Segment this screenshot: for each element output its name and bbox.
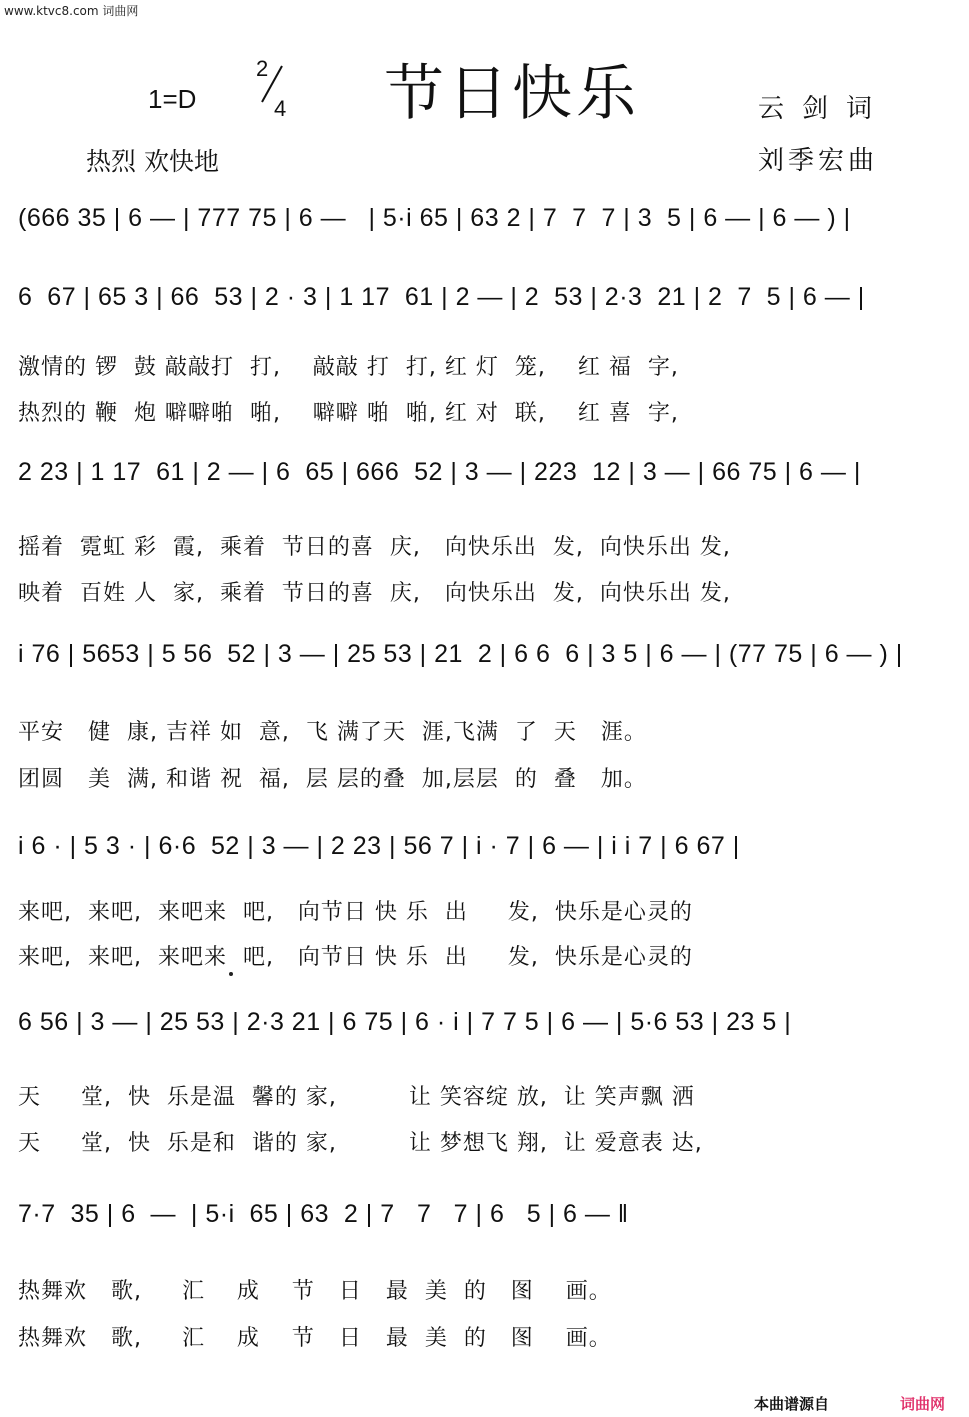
composer-credit: 刘季宏曲 [758, 146, 879, 176]
lyric-verse-1: 来吧, 来吧, 来吧来 吧, 向节日 快 乐 出 发, 快乐是心灵的 [18, 900, 693, 925]
notation-line: 6 56 | 3 — | 25 53 | 2·3 21 | 6 75 | 6 · i | 7 7 5 | 6 — | 5·6 53 | 23 5 | [18, 1008, 792, 1036]
time-signature-numerator: 2 [256, 56, 269, 81]
lyric-verse-2: 映着 百姓 人 家, 乘着 节日的喜 庆, 向快乐出 发, 向快乐出 发, [18, 581, 731, 606]
tempo-marking: 热烈 欢快地 [86, 147, 219, 176]
time-signature-denominator: 4 [274, 96, 287, 121]
notation-line: 6 67 | 65 3 | 66 53 | 2 · 3 | 1 17 61 | 2 — | 2 53 | 2·3 21 | 2 7 5 | 6 — | [18, 283, 865, 311]
stray-dot-mark [229, 972, 233, 976]
lyric-verse-2: 来吧, 来吧, 来吧来 吧, 向节日 快 乐 出 发, 快乐是心灵的 [18, 945, 693, 970]
lyric-verse-1: 热舞欢 歌, 汇 成 节 日 最 美 的 图 画。 [18, 1279, 612, 1304]
site-url-watermark: www.ktvc8.com 词曲网 [4, 4, 139, 18]
lyric-verse-2: 热烈的 鞭 炮 噼噼啪 啪, 噼噼 啪 啪, 红 对 联, 红 喜 字, [18, 401, 679, 426]
lyric-verse-1: 摇着 霓虹 彩 霞, 乘着 节日的喜 庆, 向快乐出 发, 向快乐出 发, [18, 535, 731, 560]
notation-line: i 76 | 5653 | 5 56 52 | 3 — | 25 53 | 21 2 | 6 6 6 | 3 5 | 6 — | (77 75 | 6 — ) | [18, 640, 903, 668]
notation-line: 7·7 35 | 6 — | 5·i 65 | 63 2 | 7 7 7 | 6 5 | 6 — ‖ [18, 1200, 629, 1228]
notation-line: (666 35 | 6 — | 777 75 | 6 — | 5·i 65 | 63 2 | 7 7 7 | 3 5 | 6 — | 6 — ) | [18, 204, 851, 232]
lyric-verse-2: 团圆 美 满, 和谐 祝 福, 层 层的叠 加,层层 的 叠 加。 [18, 767, 647, 792]
key-signature: 1=D [148, 84, 197, 114]
lyricist-credit: 云剑词 [758, 94, 891, 124]
lyric-verse-1: 平安 健 康, 吉祥 如 意, 飞 满了天 涯,飞满 了 天 涯。 [18, 720, 647, 745]
notation-line: i 6 · | 5 3 · | 6·6 52 | 3 — | 2 23 | 56 7 | i · 7 | 6 — | i i 7 | 6 67 | [18, 832, 740, 860]
notation-line: 2 23 | 1 17 61 | 2 — | 6 65 | 666 52 | 3 — | 223 12 | 3 — | 66 75 | 6 — | [18, 458, 861, 486]
footer-site-logo[interactable]: 词曲网 [900, 1395, 946, 1413]
song-title: 节日快乐 [384, 59, 640, 129]
lyric-verse-1: 天 堂, 快 乐是温 馨的 家, 让 笑容绽 放, 让 笑声飘 洒 [18, 1085, 695, 1110]
lyric-verse-2: 热舞欢 歌, 汇 成 节 日 最 美 的 图 画。 [18, 1326, 612, 1351]
lyric-verse-2: 天 堂, 快 乐是和 谐的 家, 让 梦想飞 翔, 让 爱意表 达, [18, 1131, 703, 1156]
lyric-verse-1: 激情的 锣 鼓 敲敲打 打, 敲敲 打 打, 红 灯 笼, 红 福 字, [18, 355, 679, 380]
footer-source-text: 本曲谱源自 [754, 1395, 830, 1413]
